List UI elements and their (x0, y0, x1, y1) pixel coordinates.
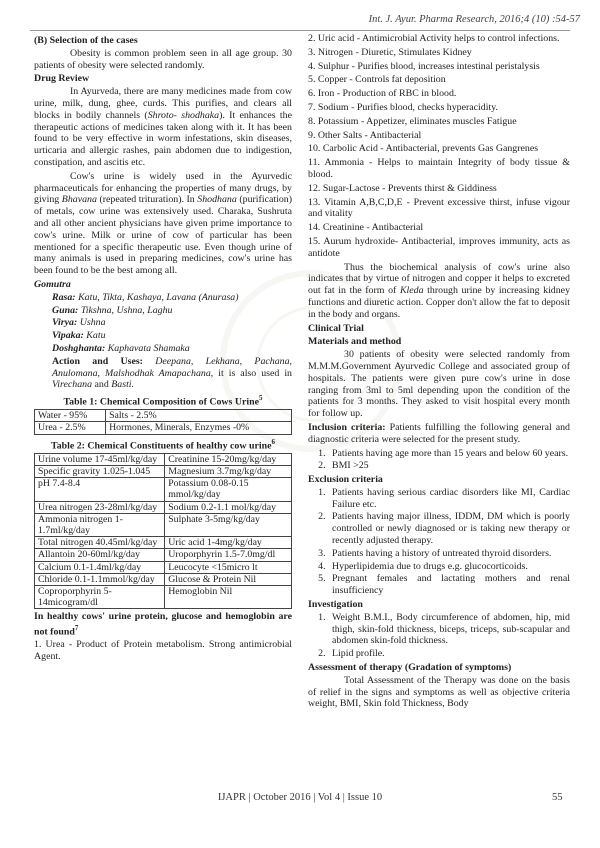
table2-row (35, 501, 292, 513)
constituent-item: 15. Aurum hydroxide- Antibacterial, improves immunity, acts as antidote (308, 235, 570, 259)
exclusion-item: 5. Pregnant females and lactating mothers and renal insufficiency (328, 573, 570, 597)
constituent-item: 6. Iron - Production of RBC in blood. (308, 88, 457, 100)
constituent-item: 9. Other Salts - Antibacterial (308, 129, 422, 141)
table-cell: Magnesium 3.7mg/kg/day (165, 465, 292, 477)
footer-journal-info: IJAPR | October 2016 | Vol 4 | Issue 10 (217, 792, 383, 803)
table-cell: Water - 95% (35, 410, 106, 422)
inclusion-criteria: Inclusion criteria: Patients fulfilling the following general and diagnostic criteria were selected for the present study. (308, 421, 570, 445)
table-cell: Urea - 2.5% (35, 422, 106, 434)
table-cell: Sulphate 3-5mg/kg/day (165, 513, 292, 536)
table-cell: Hemoglobin Nil (165, 585, 292, 608)
table2-row (35, 537, 292, 549)
table2-row (35, 573, 292, 585)
table-cell: Uroporphyrin 1.5-7.0mg/dl (165, 549, 292, 561)
selection-heading: (B) Selection of the cases (34, 35, 138, 46)
investigation-item: 1. Weight B.M.I., Body circumference of abdomen, hip, mid thigh, skin-fold thickness, biceps, triceps, sub-scapular and abdomen skin-fold thickness. (328, 612, 570, 647)
table-cell: Uric acid 1-4mg/kg/day (165, 537, 292, 549)
table-cell: Specific gravity 1.025-1.045 (35, 465, 165, 477)
inclusion-item: 2. BMI >25 (328, 460, 570, 472)
table1-row (35, 422, 292, 434)
materials-method-heading: Materials and method (308, 336, 402, 348)
constituent-item: 14. Creatinine - Antibacterial (308, 222, 424, 234)
drug-review-para-1: In Ayurveda, there are many medicines made from cow urine, milk, dung, ghee, curds. This purifies, and clears all blocks in bodily channels (Shroto- shodhaka). It enhances the therapeutic actions of medicines taken along with it. It has been found to be very effective in worm infestations, skin diseases, urticaria and allergic rashes, pain abdomen due to indigestion, constipation, and ascitis etc. (34, 86, 292, 168)
inclusion-item: 1. Patients having age more than 15 years and below 60 years. (328, 448, 570, 460)
table-cell: Total nitrogen 40.45ml/kg/day (35, 537, 165, 549)
table1-row (35, 410, 292, 422)
constituent-item: 11. Ammonia - Helps to maintain Integrity of body tissue & blood. (308, 157, 570, 180)
table2-row (35, 465, 292, 477)
gomutra-property: Guna: Tikshna, Ushna, Laghu (52, 304, 173, 316)
table-cell: Creatinine 15-20mg/kg/day (165, 453, 292, 465)
table2-row (35, 478, 292, 501)
materials-method-text: 30 patients of obesity were selected randomly from M.M.M.Government Ayurvedic College and associated group of hospitals. The patients were given pure cow's urine in dose ranging from 3ml to 5ml depending upon the condition of the patients for 3 months. They asked to visit hospital every month for follow up. (308, 349, 570, 420)
inclusion-list (308, 448, 570, 473)
investigation-list (308, 612, 570, 660)
table-cell: Urea nitrogen 23-28ml/kg/day (35, 501, 165, 513)
table2-row (35, 549, 292, 561)
constituent-item: 3. Nitrogen - Diuretic, Stimulates Kidney (308, 46, 472, 58)
constituent-item: 10. Carbolic Acid - Antibacterial, prevents Gas Gangrenes (308, 143, 539, 155)
investigation-heading: Investigation (308, 599, 363, 611)
exclusion-item: 3. Patients having a history of untreated thyroid disorders. (328, 548, 570, 560)
biochemical-summary: Thus the biochemical analysis of cow's urine also indicates that by virtue of nitrogen and copper it helps to excreted out fat in the form of Kleda through urine by increasing kidney functions and diuretic action. Copper don't allow the fat to deposit in the body and organs. (308, 261, 571, 320)
table2-caption: Table 2: Chemical Constituents of healthy cow urine$^6$ (51, 437, 275, 451)
table-cell: Salts - 2.5% (106, 410, 292, 422)
constituent-item: 2. Uric acid - Antimicrobial Activity helps to control infections. (308, 33, 560, 44)
table2-row (35, 561, 292, 573)
gomutra-property: Virya: Ushna (52, 317, 106, 329)
table-cell: Ammonia nitrogen 1-1.7ml/kg/day (35, 513, 165, 536)
exclusion-heading: Exclusion criteria (308, 474, 383, 486)
exclusion-item: 2. Patients having major illness, IDDM, DM which is poorly controlled or newly diagnosed or is taking new therapy or recently adjusted therapy. (328, 511, 570, 546)
exclusion-list (308, 487, 570, 597)
header-rule (30, 30, 570, 31)
table-cell: Urine volume 17-45ml/kg/day (35, 453, 165, 465)
table2-row (35, 513, 292, 536)
constituent-item: 7. Sodium - Purifies blood, checks hyperacidity. (308, 101, 498, 113)
gomutra-property: Rasa: Katu, Tikta, Kashaya, Lavana (Anurasa) (52, 291, 239, 303)
right-column (308, 33, 570, 712)
table2-row (35, 453, 292, 465)
table-cell: Sodium 0.2-1.1 mol/kg/day (165, 501, 292, 513)
page-number: 55 (552, 792, 563, 803)
constituent-item: 8. Potassium - Appetizer, eliminates muscles Fatigue (308, 115, 517, 127)
gomutra-properties (34, 292, 292, 355)
table-cell: Hormones, Minerals, Enzymes -0% (106, 422, 292, 434)
clinical-trial-heading: Clinical Trial (308, 322, 364, 334)
table-cell: Calcium 0.1-1.4ml/kg/day (35, 561, 165, 573)
constituent-item: 4. Sulphur - Purifies blood, increases intestinal peristalysis (308, 60, 540, 72)
assessment-heading: Assessment of therapy (Gradation of symptoms) (308, 662, 512, 674)
table2-row (35, 585, 292, 608)
table2-constituents (34, 453, 292, 610)
running-header: Int. J. Ayur. Pharma Research, 2016;4 (10) :54-57 (368, 14, 580, 25)
table1-caption: Table 1: Chemical Composition of Cows Urine$^5$ (63, 394, 263, 408)
gomutra-property: Doshghanta: Kaphavata Shamaka (52, 342, 190, 354)
table-cell: Coproporphyrin 5-14micogram/dl (35, 585, 165, 608)
gomutra-heading: Gomutra (34, 278, 71, 290)
healthy-note: In healthy cows' urine protein, glucose and hemoglobin are not found$^7$ (34, 611, 292, 638)
constituent-list (308, 33, 570, 260)
exclusion-item: 1. Patients having serious cardiac disorders like MI, Cardiac Failure etc. (328, 487, 570, 511)
left-column (34, 33, 292, 665)
drug-review-heading: Drug Review (34, 73, 90, 85)
table-cell: Allantoin 20-60ml/kg/day (35, 549, 165, 561)
exclusion-item: 4. Hyperlipidemia due to drugs e.g. glucocorticoids. (328, 561, 570, 573)
table1-composition (34, 409, 292, 434)
table-cell: Potassium 0.08-0.15 mmol/kg/day (165, 478, 292, 501)
investigation-item: 2. Lipid profile. (328, 648, 570, 660)
table-cell: Leucocyte <15micro lt (165, 561, 292, 573)
gomutra-property: Vipaka: Katu (52, 330, 106, 342)
drug-review-para-2: Cow's urine is widely used in the Ayurvedic pharmaceuticals for enhancing the properties of many drugs, by giving Bhavana (repeated trituration). In Shodhana (purification) of metals, cow urine was extensively used. Charaka, Sushruta and all other ancient physicians have given prime importance to cow's urine. Milk or urine of cow of particular has been mentioned for a specific therapeutic use. Even though urine of many animals is used in preparing medicines, cow's urine has been found to be the best among all. (34, 170, 292, 277)
constituent-item: 13. Vitamin A,B,C,D,E - Prevent excessive thirst, infuse vigour and vitality (308, 196, 570, 220)
table-cell: Chloride 0.1-1.1mmol/kg/day (35, 573, 165, 585)
constituent-item: 12. Sugar-Lactose - Prevents thirst & Giddiness (308, 182, 497, 194)
urea-item: 1. Urea - Product of Protein metabolism. Strong antimicrobial Agent. (34, 639, 292, 663)
constituent-item: 5. Copper - Controls fat deposition (308, 74, 446, 86)
assessment-text: Total Assessment of the Therapy was done on the basis of relief in the signs and symptoms as well as objective criteria weight, BMI, Skin fold Thickness, Body (308, 674, 570, 710)
selection-text: Obesity is common problem seen in all age group. 30 patients of obesity were selected randomly. (34, 47, 292, 71)
table-cell: pH 7.4-8.4 (35, 478, 165, 501)
table-cell: Glucose & Protein Nil (165, 573, 292, 585)
action-and-uses: Action and Uses: Deepana, Lekhana, Pachana, Anulomana, Malshodhak Amapachana, it is also used in Virechana and Basti. (52, 355, 293, 391)
